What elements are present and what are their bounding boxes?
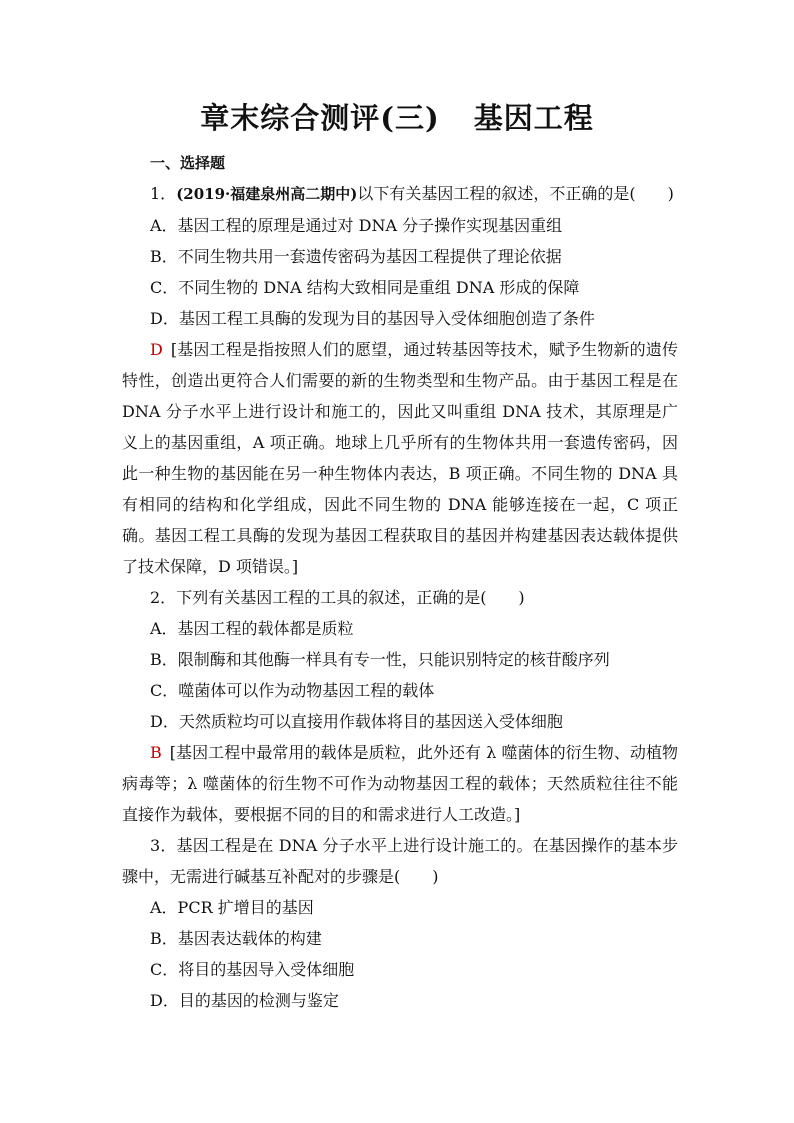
question-2-option-d: D．天然质粒均可以直接用作载体将目的基因送入受体细胞: [150, 712, 563, 731]
question-3-option-d: D．目的基因的检测与鉴定: [150, 991, 339, 1010]
question-number: 1．: [150, 184, 177, 203]
question-3-stem: [122, 830, 678, 892]
question-2-option-b: B．限制酶和其他酶一样具有专一性，只能识别特定的核苷酸序列: [150, 650, 610, 669]
document-body: [122, 148, 678, 1016]
answer-letter: D: [150, 340, 163, 359]
question-3-option-b: B．基因表达载体的构建: [150, 929, 322, 948]
question-2-stem: [122, 582, 678, 613]
title-main: 章末综合测评(三): [200, 101, 440, 135]
question-3-option-a: A．PCR 扩增目的基因: [150, 898, 314, 917]
question-2-answer: [122, 737, 678, 830]
question-number: 3．: [150, 836, 177, 855]
question-1-option-c: C．不同生物的 DNA 结构大致相同是重组 DNA 形成的保障: [150, 278, 580, 297]
title-sub: 基因工程: [473, 101, 594, 135]
question-source-tag: (2019·福建泉州高二期中): [176, 185, 358, 203]
question-3-option-c: C．将目的基因导入受体细胞: [150, 960, 355, 979]
question-2-option-a: A．基因工程的载体都是质粒: [150, 619, 354, 638]
question-1-option-a: A．基因工程的原理是通过对 DNA 分子操作实现基因重组: [150, 216, 563, 235]
question-1-stem: [122, 178, 678, 210]
question-1-answer: [122, 334, 678, 582]
question-2-option-c: C．噬菌体可以作为动物基因工程的载体: [150, 681, 435, 700]
answer-explanation: [基因工程是指按照人们的愿望，通过转基因等技术，赋予生物新的遗传特性，创造出更符合人们需要的新的生物类型和生物产品。由于基因工程是在 DNA 分子水平上进行设计和施工的，因此又叫重组 DNA 技术，其原理是广义上的基因重组，A 项正确。地球上几乎所有的生物体共用一套遗传密码，因此一种生物的基因能在另一种生物体内表达，B 项正确。不同生物的 DNA 具有相同的结构和化学组成，因此不同生物的 DNA 能够连接在一起，C 项正确。基因工程工具酶的发现为基因工程获取目的基因并构建基因表达载体提供了技术保障，D 项错误。]: [122, 340, 678, 576]
question-text: 下列有关基因工程的工具的叙述，正确的是( ): [176, 588, 525, 607]
question-1-option-b: B．不同生物共用一套遗传密码为基因工程提供了理论依据: [150, 247, 562, 266]
page-title: [0, 96, 794, 137]
answer-explanation: [基因工程中最常用的载体是质粒，此外还有 λ 噬菌体的衍生物、动植物病毒等；λ 噬菌体的衍生物不可作为动物基因工程的载体；天然质粒往往不能直接作为载体，要根据不同的目的和需求进行人工改造。]: [122, 743, 678, 824]
section-heading: 一、选择题: [150, 154, 226, 172]
question-text: 以下有关基因工程的叙述，不正确的是( ): [357, 184, 674, 203]
question-text: 基因工程是在 DNA 分子水平上进行设计施工的。在基因操作的基本步骤中，无需进行碱基互补配对的步骤是( ): [122, 836, 678, 886]
question-number: 2．: [150, 588, 177, 607]
question-1-option-d: D．基因工程工具酶的发现为目的基因导入受体细胞创造了条件: [150, 309, 595, 328]
answer-letter: B: [150, 743, 162, 762]
